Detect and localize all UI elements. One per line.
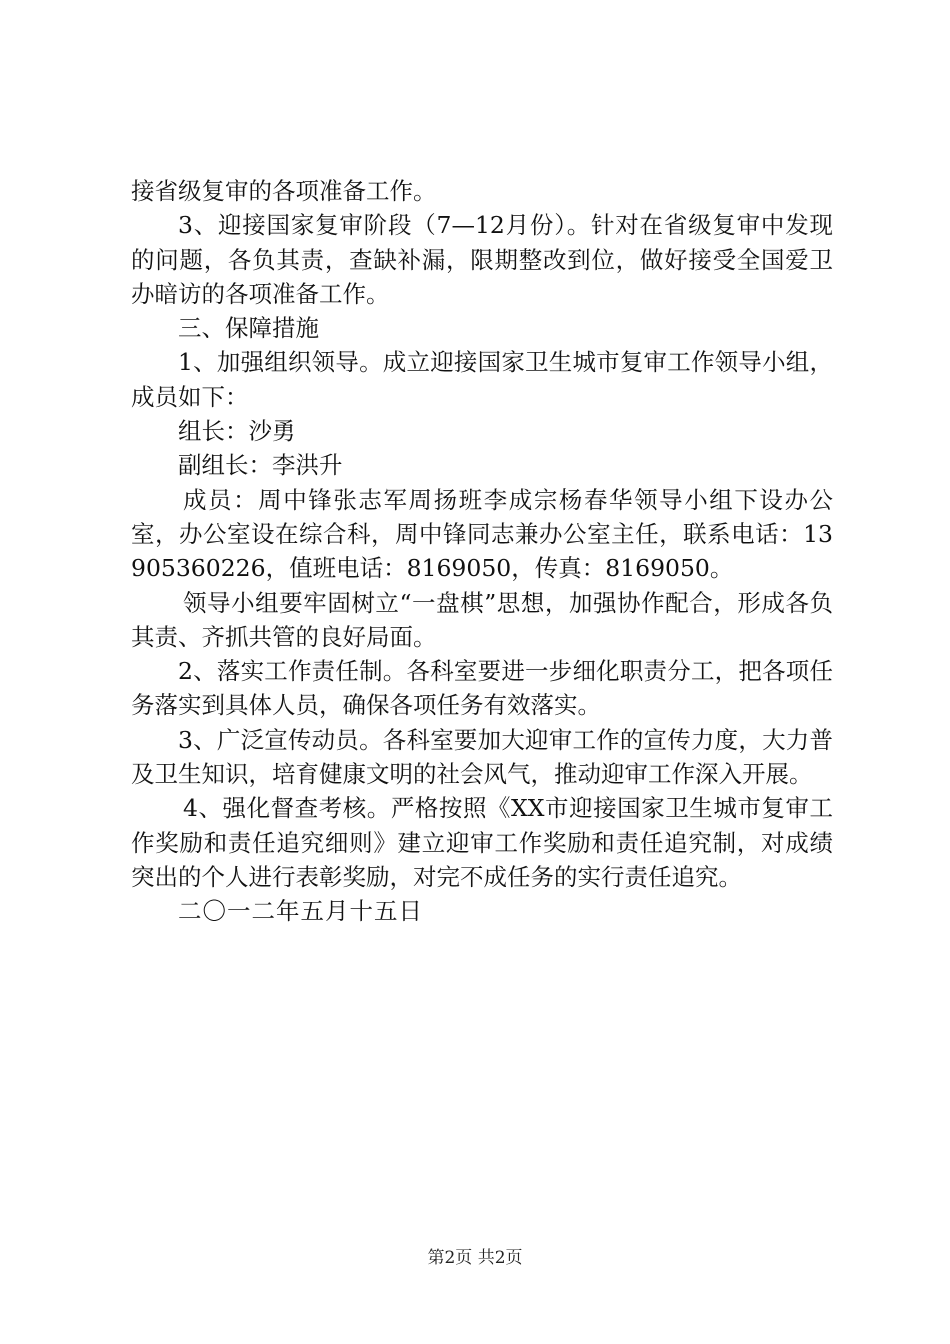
page-footer: 第2页 共2页 bbox=[427, 1248, 523, 1268]
deputy-leader-line: 副组长：李洪升 bbox=[178, 451, 343, 480]
members-paragraph: 成员：周中锋张志军周扬班李成宗杨春华领导小组下设办公室，办公室设在综合科，周中锋同志兼办公室主任，联系电话：13905360226，值班电话：8169050，传真：8169050。 bbox=[131, 485, 833, 583]
paragraph-responsibility-system: 2、落实工作责任制。各科室要进一步细化职责分工，把各项任务落实到具体人员，确保各项任务有效落实。 bbox=[131, 657, 833, 720]
paragraph-supervision: 4、强化督查考核。严格按照《XX市迎接国家卫生城市复审工作奖励和责任追究细则》建立迎审工作奖励和责任追究制，对成绩突出的个人进行表彰奖励，对完不成任务的实行责任追究。 bbox=[131, 794, 833, 891]
paragraph-national-review-stage: 3、迎接国家复审阶段（7—12月份）。针对在省级复审中发现的问题，各负其责，查缺补漏，限期整改到位，做好接受全国爱卫办暗访的各项准备工作。 bbox=[131, 211, 833, 308]
paragraph-continuation: 接省级复审的各项准备工作。 bbox=[131, 177, 437, 205]
document-date: 二〇一二年五月十五日 bbox=[178, 897, 423, 926]
document-body bbox=[131, 174, 833, 929]
paragraph-publicity: 3、广泛宣传动员。各科室要加大迎审工作的宣传力度，大力普及卫生知识，培育健康文明的社会风气，推动迎审工作深入开展。 bbox=[131, 725, 833, 789]
group-leader-line: 组长：沙勇 bbox=[178, 417, 296, 446]
paragraph-leadership-group: 领导小组要牢固树立“一盘棋”思想，加强协作配合，形成各负其责、齐抓共管的良好局面。 bbox=[131, 588, 833, 651]
section-heading-safeguards: 三、保障措施 bbox=[178, 314, 319, 343]
paragraph-organization-leadership: 1、加强组织领导。成立迎接国家卫生城市复审工作领导小组，成员如下： bbox=[131, 348, 833, 411]
